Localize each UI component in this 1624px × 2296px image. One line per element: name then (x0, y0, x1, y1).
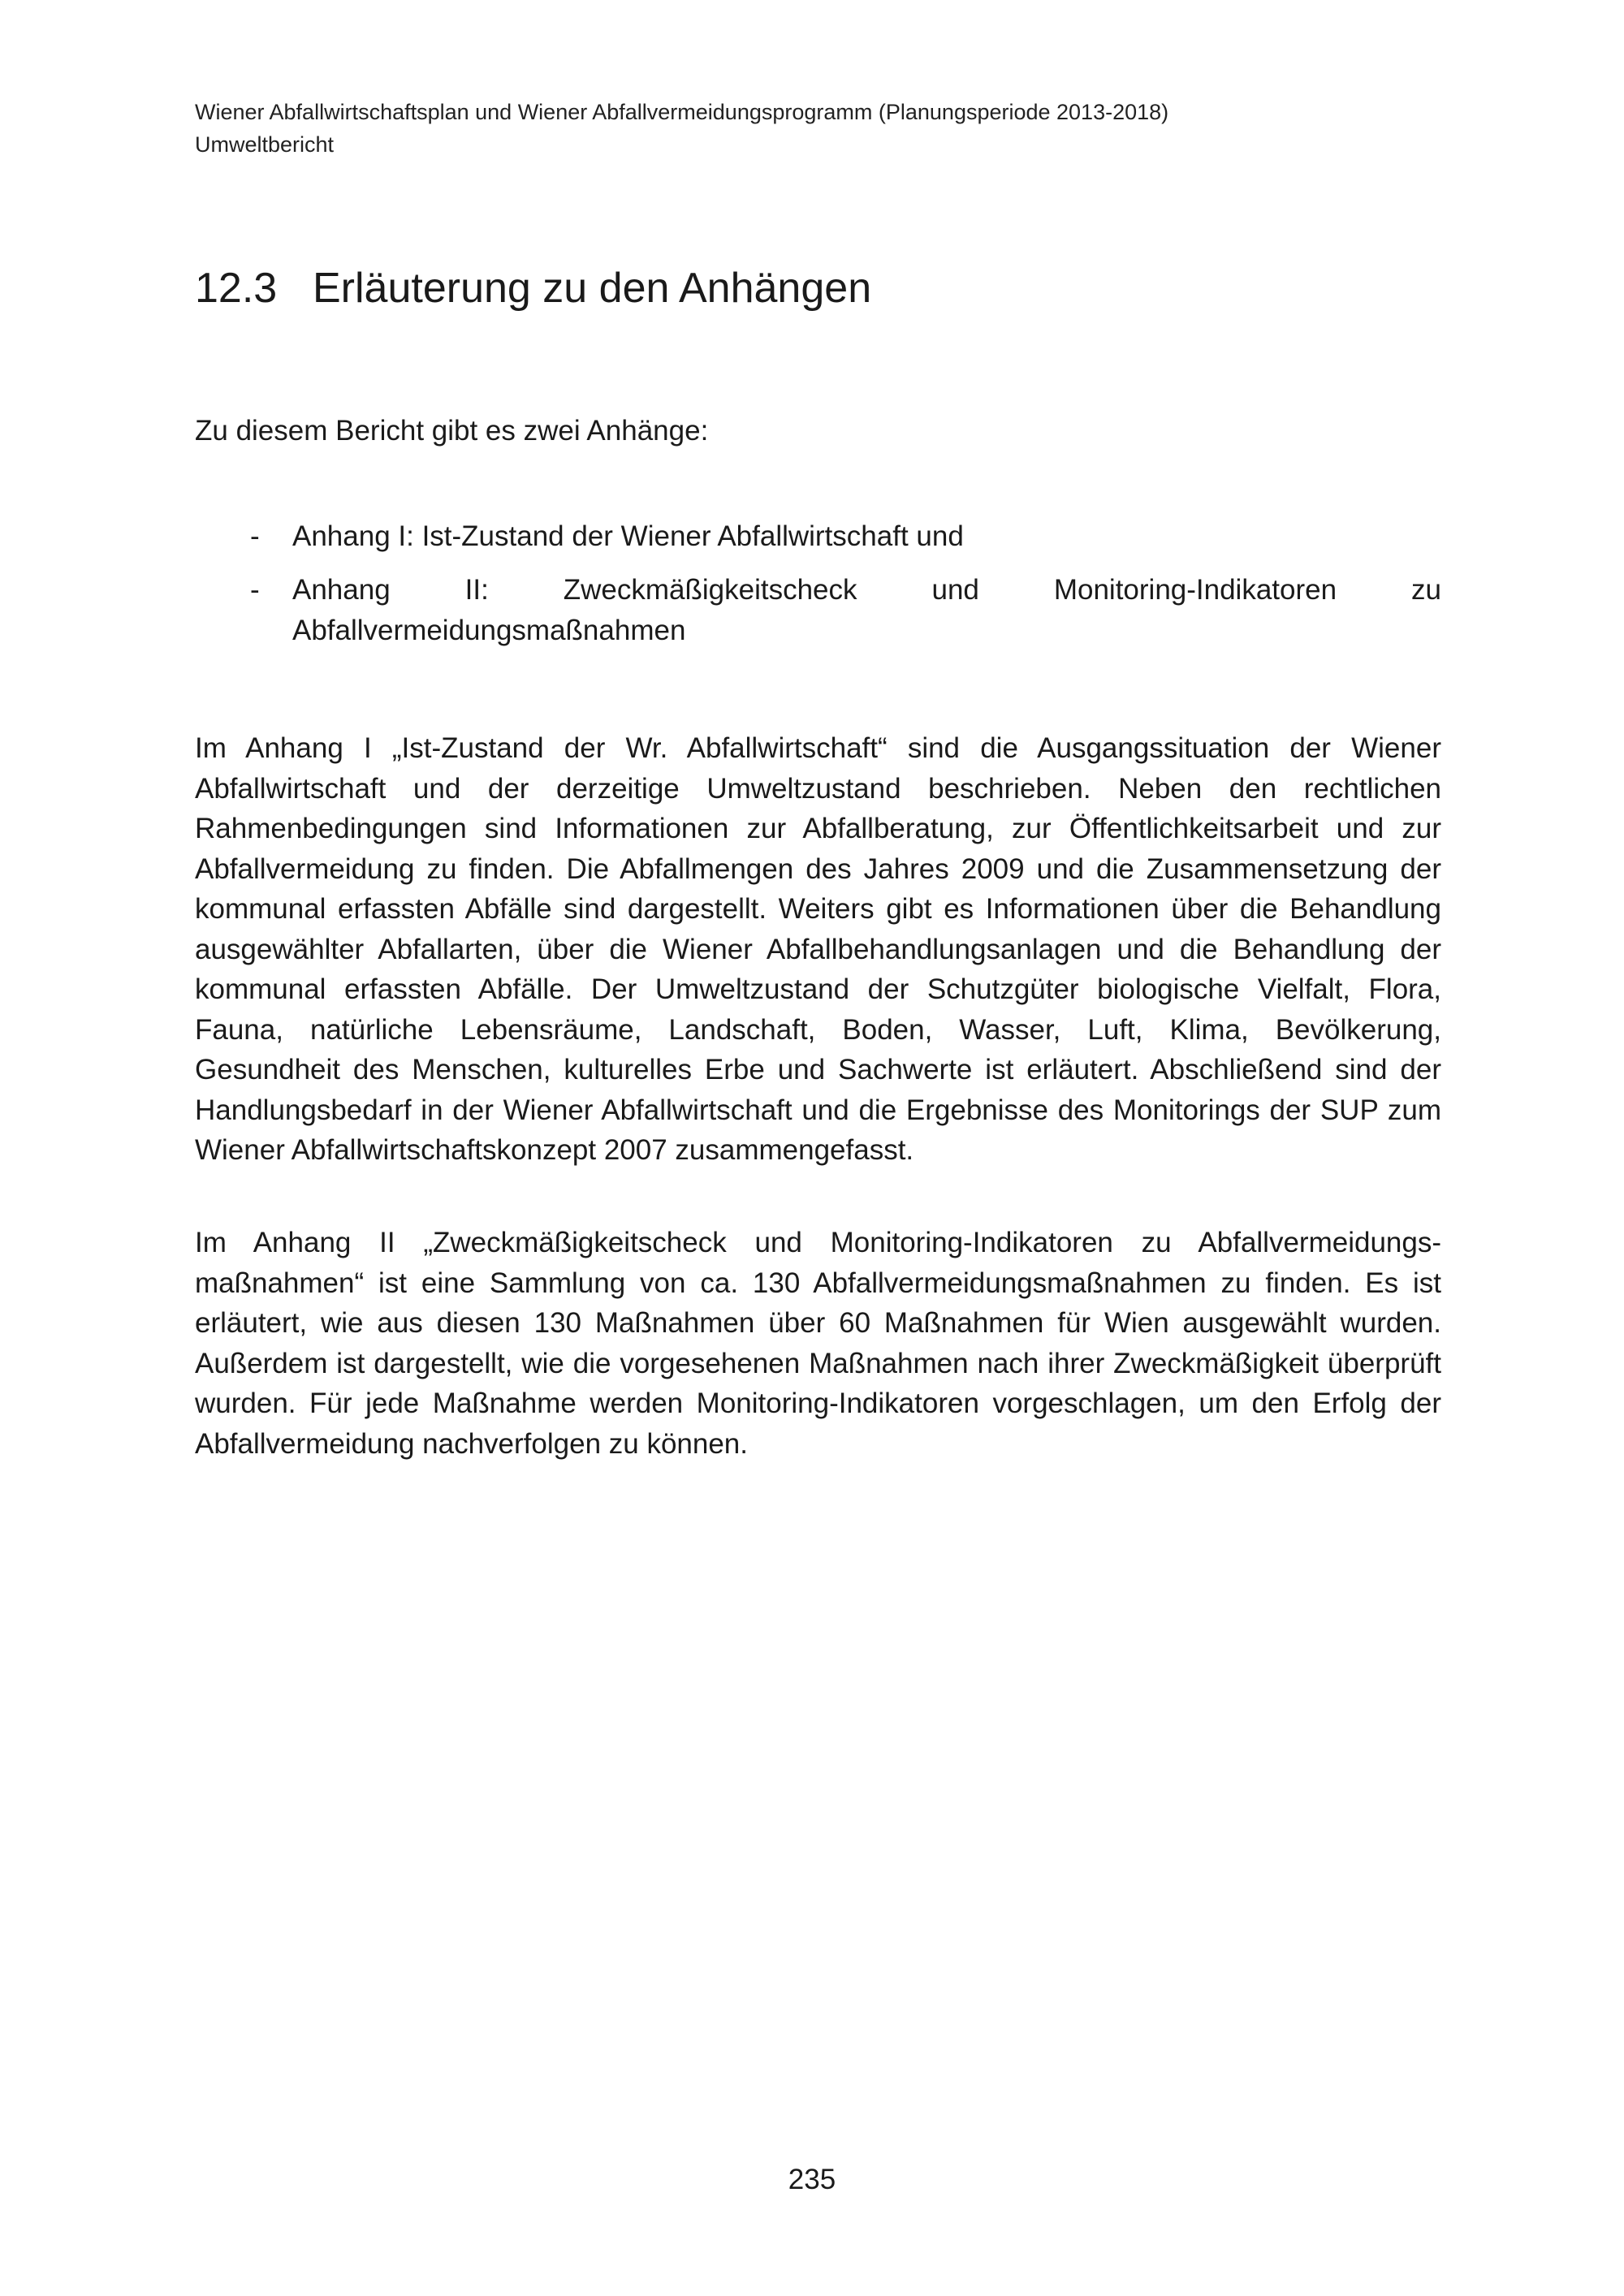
page-number: 235 (788, 2164, 836, 2195)
annex-list-item (195, 570, 1441, 651)
body-paragraph-annex-2: Im Anhang II „Zweckmäßigkeitscheck und Monitoring-Indikatoren zu Abfallvermeidungs-maßnahmen“ ist eine Sammlung von ca. 130 Abfallvermeidungsmaßnahmen zu finden. Es ist erläutert, wie aus diesen 130 Maßnahmen über 60 Maßnahmen für Wien ausgewählt wurden. Außerdem ist dargestellt, wie die vorgesehenen Maßnahmen nach ihrer Zweckmäßigkeit überprüft wurden. Für jede Maßnahme werden Monitoring-Indikatoren vorgeschlagen, um den Erfolg der Abfallvermeidung nachverfolgen zu können. (195, 1227, 1441, 1460)
annex-list (195, 516, 1441, 664)
section-number: 12.3 (195, 265, 278, 312)
header-subtitle-line: Umweltbericht (195, 132, 335, 157)
section-title-text: Erläuterung zu den Anhängen (313, 265, 872, 312)
body-paragraph-annex-1: Im Anhang I „Ist-Zustand der Wr. Abfallwirtschaft“ sind die Ausgangssituation der Wiener Abfallwirtschaft und der derzeitige Umweltzustand beschrieben. Neben den rechtlichen Rahmenbedingungen sind Informationen zur Abfallberatung, zur Öffentlichkeitsarbeit und zur Abfallvermeidung zu finden. Die Abfallmengen des Jahres 2009 und die Zusammensetzung der kommunal erfassten Abfälle sind dargestellt. Weiters gibt es Informationen über die Behandlung ausgewählter Abfallarten, über die Wiener Abfallbehandlungsanlagen und die Behandlung der kommunal erfassten Abfälle. Der Umweltzustand der Schutzgüter biologische Vielfalt, Flora, Fauna, natürliche Lebensräume, Landschaft, Boden, Wasser, Luft, Klima, Bevölkerung, Gesundheit des Menschen, kulturelles Erbe und Sachwerte ist erläutert. Abschließend sind der Handlungsbedarf in der Wiener Abfallwirtschaft und die Ergebnisse des Monitorings der SUP zum Wiener Abfallwirtschaftskonzept 2007 zusammengefasst. (195, 732, 1441, 1166)
annex-item-text: Anhang II: Zweckmäßigkeitscheck und Monitoring-Indikatoren zu Abfallvermeidungsmaßnahmen (292, 574, 1441, 646)
annex-item-text: Anhang I: Ist-Zustand der Wiener Abfallwirtschaft und (292, 520, 964, 552)
list-bullet: - (250, 574, 260, 606)
intro-paragraph: Zu diesem Bericht gibt es zwei Anhänge: (195, 415, 709, 447)
annex-list-item (195, 516, 1441, 557)
header-title-line: Wiener Abfallwirtschaftsplan und Wiener Abfallvermeidungsprogramm (Planungsperiode 2013-2018) (195, 100, 1169, 124)
running-header (195, 96, 1445, 161)
section-heading (195, 260, 1445, 317)
list-bullet: - (250, 520, 260, 552)
